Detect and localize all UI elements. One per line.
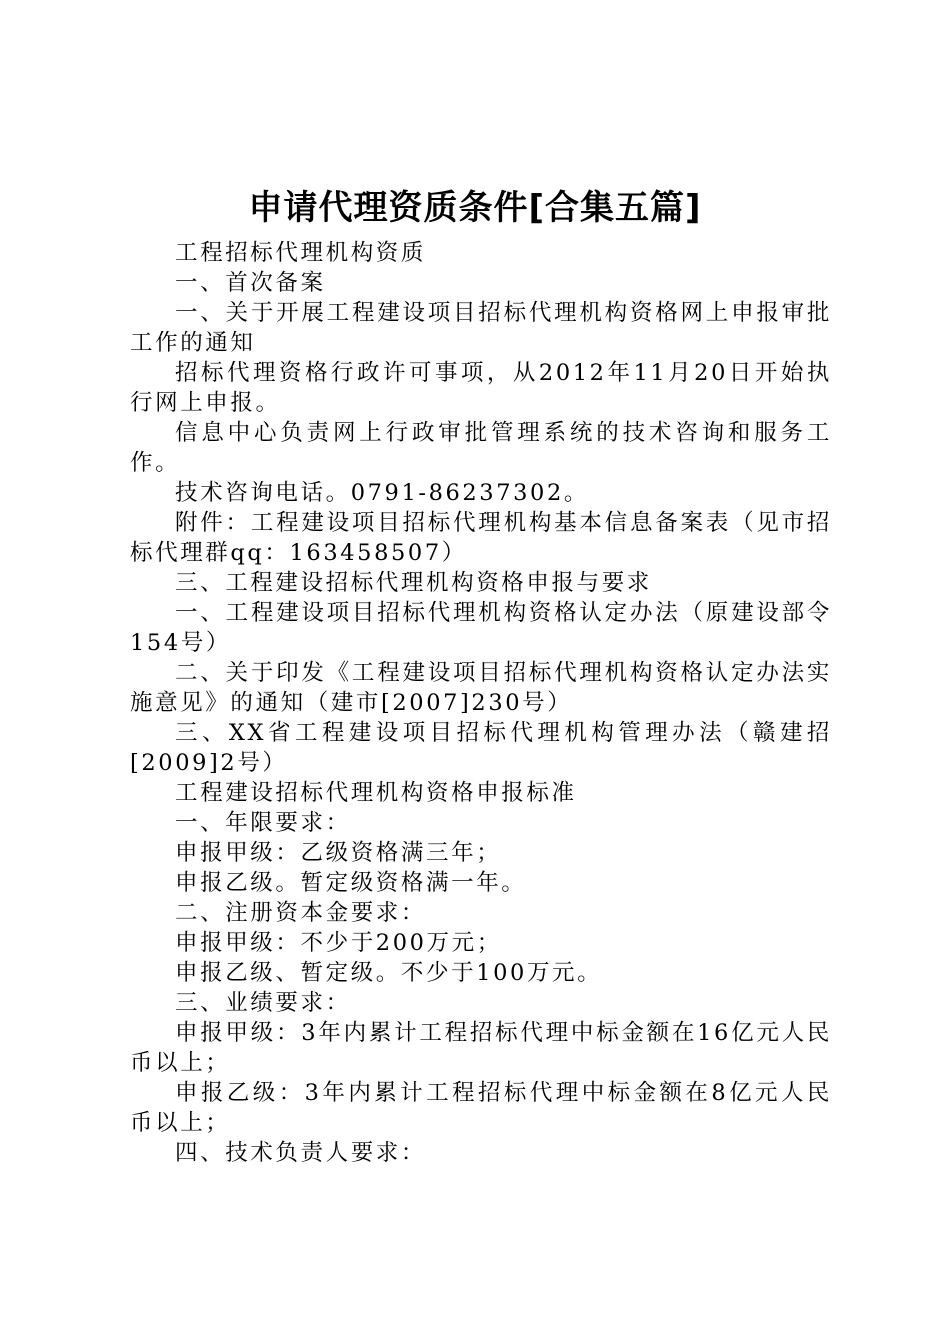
paragraph: 申报甲级：不少于200万元； bbox=[175, 930, 502, 956]
paragraph: 四、技术负责人要求： bbox=[175, 1140, 427, 1166]
paragraph: 一、首次备案 bbox=[175, 270, 326, 296]
paragraph: 信息中心负责网上行政审批管理系统的技术咨询和服务工作。 bbox=[130, 420, 832, 476]
paragraph: 三、业绩要求： bbox=[175, 990, 351, 1016]
paragraph: 工程建设招标代理机构资格申报标准 bbox=[175, 780, 577, 806]
paragraph: 申报乙级、暂定级。不少于100万元。 bbox=[175, 960, 603, 986]
paragraph: 工程招标代理机构资质 bbox=[175, 240, 427, 266]
paragraph: 三、工程建设招标代理机构资格申报与要求 bbox=[175, 570, 652, 596]
document-body bbox=[130, 238, 832, 1168]
paragraph: 二、关于印发《工程建设项目招标代理机构资格认定办法实施意见》的通知（建市[2007]230号） bbox=[130, 660, 832, 716]
paragraph: 申报乙级。暂定级资格满一年。 bbox=[175, 870, 527, 896]
paragraph: 申报乙级：3年内累计工程招标代理中标金额在8亿元人民币以上； bbox=[130, 1080, 832, 1136]
paragraph: 技术咨询电话。0791-86237302。 bbox=[175, 480, 589, 506]
paragraph: 招标代理资格行政许可事项，从2012年11月20日开始执行网上申报。 bbox=[130, 360, 832, 416]
document-title: 申请代理资质条件[合集五篇] bbox=[248, 188, 702, 228]
paragraph: 附件：工程建设项目招标代理机构基本信息备案表（见市招标代理群qq：163458507） bbox=[130, 510, 832, 566]
paragraph: 一、关于开展工程建设项目招标代理机构资格网上申报审批工作的通知 bbox=[130, 300, 832, 356]
paragraph: 三、XX省工程建设项目招标代理机构管理办法（赣建招[2009]2号） bbox=[130, 720, 832, 776]
paragraph: 申报甲级：3年内累计工程招标代理中标金额在16亿元人民币以上； bbox=[130, 1020, 832, 1076]
paragraph: 一、年限要求： bbox=[175, 810, 351, 836]
paragraph: 二、注册资本金要求： bbox=[175, 900, 427, 926]
paragraph: 一、工程建设项目招标代理机构资格认定办法（原建设部令154号） bbox=[130, 600, 832, 656]
paragraph: 申报甲级：乙级资格满三年； bbox=[175, 840, 502, 866]
